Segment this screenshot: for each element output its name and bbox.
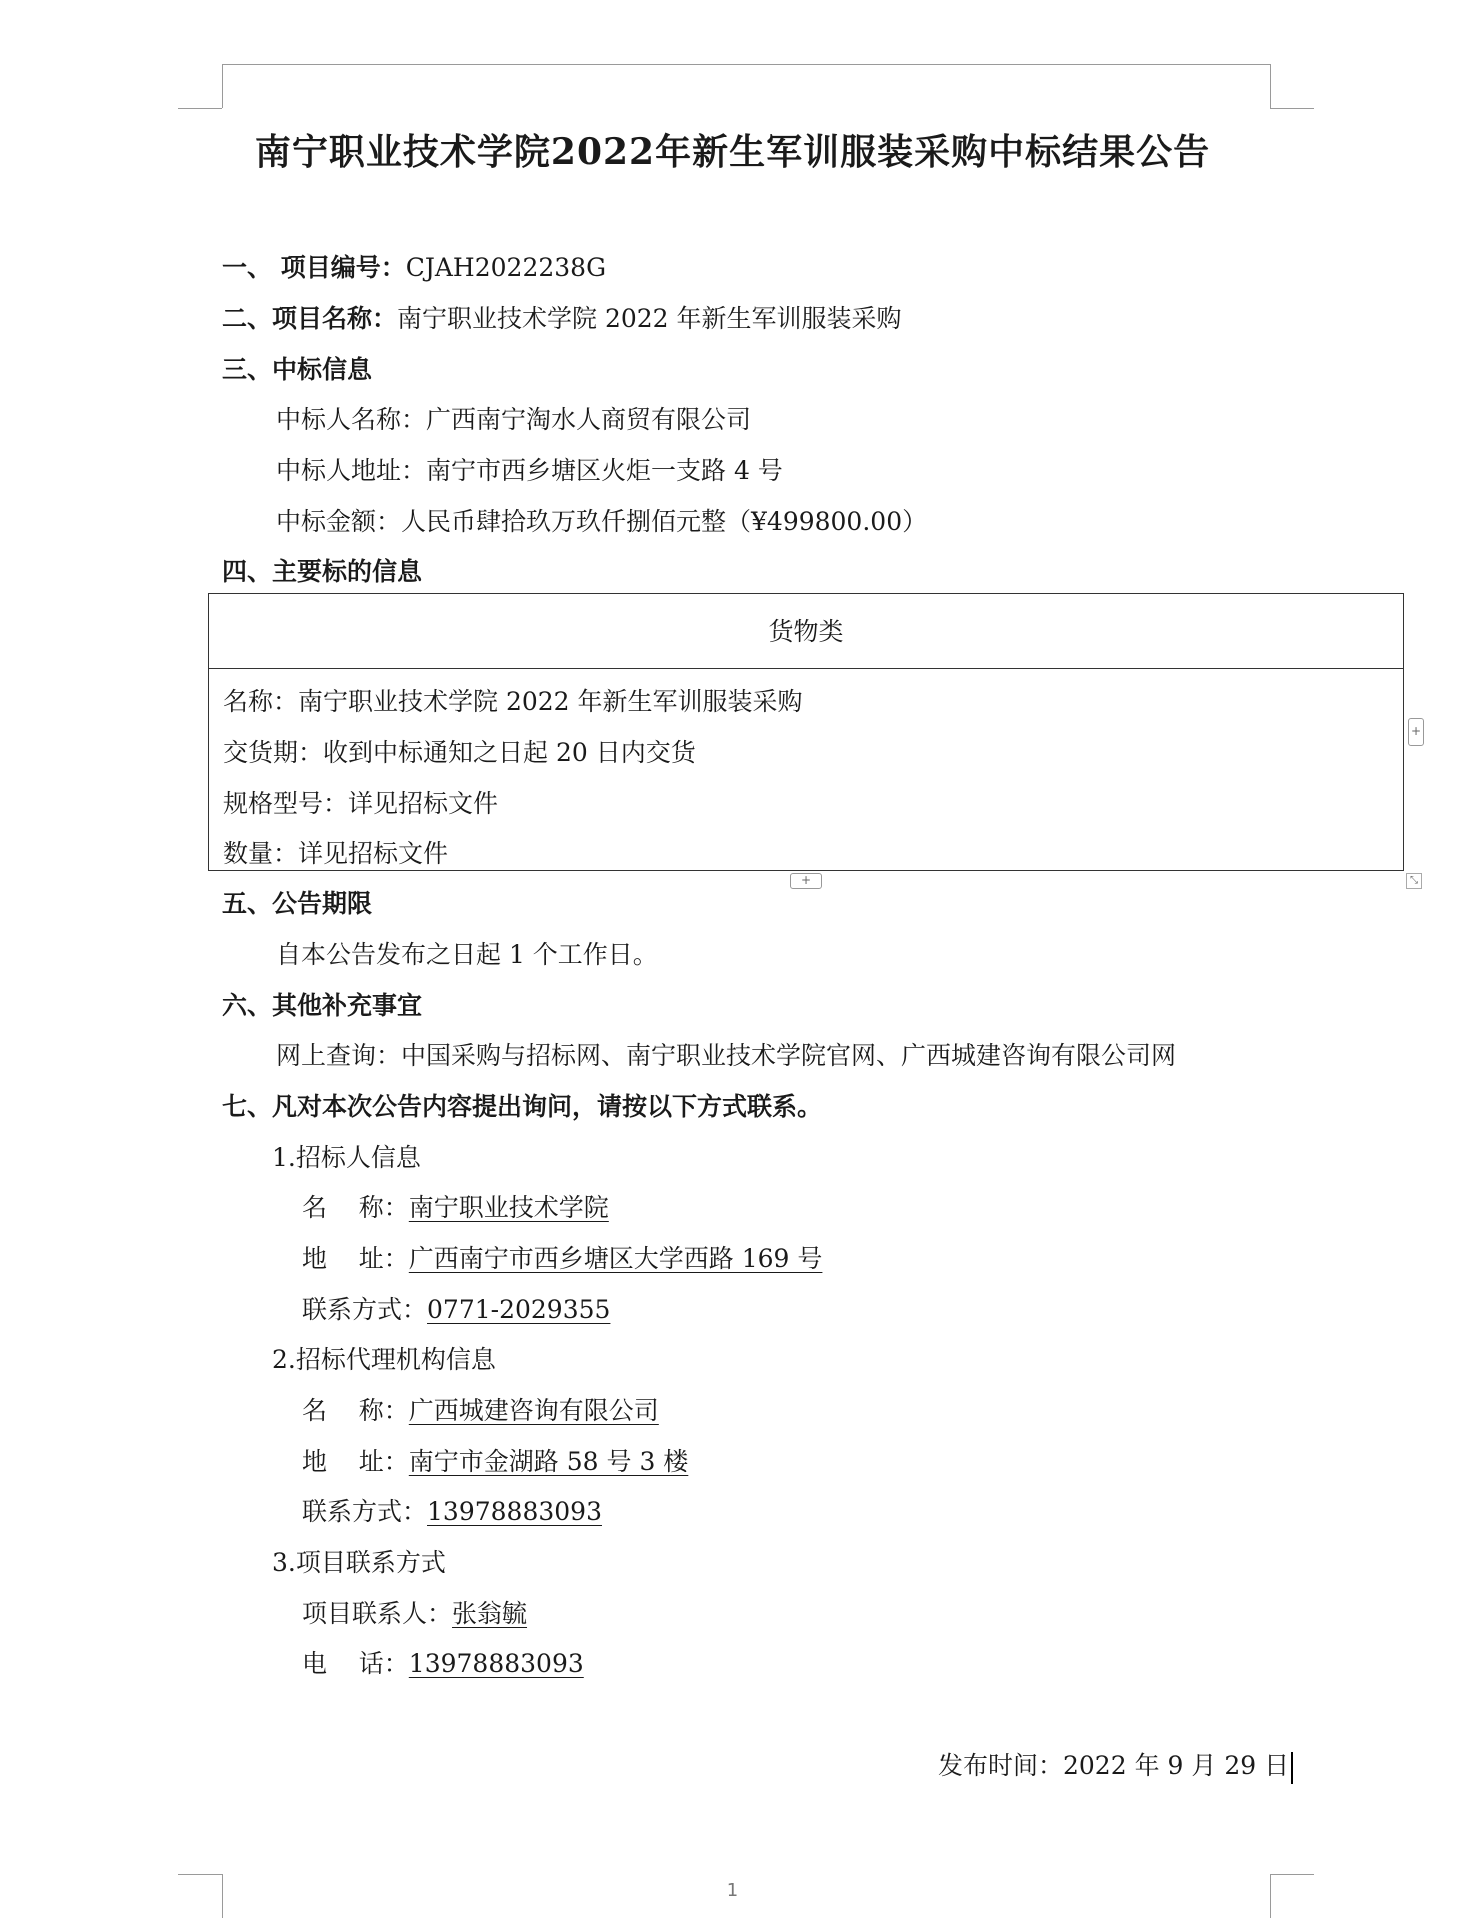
field-label: 地 址： xyxy=(302,1447,409,1476)
agency-name: 广西城建咨询有限公司 xyxy=(408,1396,659,1425)
online-query-text: 网上查询：中国采购与招标网、南宁职业技术学院官网、广西城建咨询有限公司网 xyxy=(276,1041,1177,1070)
agency-heading: 2.招标代理机构信息 xyxy=(272,1345,496,1374)
tenderer-name-line xyxy=(302,1192,609,1224)
winner-amount: 中标金额：人民币肆拾玖万玖仟捌佰元整（¥499800.00） xyxy=(276,507,928,536)
table-add-row-icon[interactable]: + xyxy=(790,873,822,889)
field-label: 项目联系人： xyxy=(302,1599,453,1628)
project-contact-tel-line xyxy=(302,1648,584,1680)
table-resize-icon[interactable]: ⤡ xyxy=(1406,873,1422,889)
crop-mark-top-right-h xyxy=(1270,108,1314,109)
crop-mark-bottom-left-h xyxy=(178,1874,222,1875)
document-title: 南宁职业技术学院2022年新生军训服装采购中标结果公告 xyxy=(254,131,1211,173)
table-add-column-icon[interactable]: + xyxy=(1408,718,1424,746)
project-name: 南宁职业技术学院 2022 年新生军训服装采购 xyxy=(397,304,902,333)
subject-info-table xyxy=(208,593,1404,871)
project-contact-tel: 13978883093 xyxy=(408,1649,584,1678)
period-text: 自本公告发布之日起 1 个工作日。 xyxy=(276,940,658,969)
tenderer-phone: 0771-2029355 xyxy=(427,1295,611,1324)
table-header-goods: 货物类 xyxy=(768,617,844,646)
project-contact-heading: 3.项目联系方式 xyxy=(272,1548,446,1577)
table-row: 数量：详见招标文件 xyxy=(223,839,449,868)
section-heading-award: 三、中标信息 xyxy=(222,355,373,384)
tenderer-heading: 1.招标人信息 xyxy=(272,1143,421,1172)
agency-name-line xyxy=(302,1395,659,1427)
section-heading-subject: 四、主要标的信息 xyxy=(222,557,423,586)
crop-mark-bottom-right-h xyxy=(1270,1874,1314,1875)
tenderer-name: 南宁职业技术学院 xyxy=(408,1193,609,1222)
project-contact-person: 张翁毓 xyxy=(452,1599,528,1628)
tenderer-phone-line xyxy=(302,1294,610,1326)
field-label: 名 称： xyxy=(302,1396,409,1425)
agency-address-line xyxy=(302,1446,688,1478)
field-label: 地 址： xyxy=(302,1244,409,1273)
field-label: 联系方式： xyxy=(302,1295,428,1324)
table-row: 交货期：收到中标通知之日起 20 日内交货 xyxy=(223,738,696,767)
winner-address: 中标人地址：南宁市西乡塘区火炬一支路 4 号 xyxy=(276,456,783,485)
section-heading-other: 六、其他补充事宜 xyxy=(222,991,423,1020)
crop-mark-top-line xyxy=(222,64,1270,65)
section-heading-contact: 七、凡对本次公告内容提出询问，请按以下方式联系。 xyxy=(222,1092,823,1121)
table-divider xyxy=(209,668,1403,669)
field-label: 名 称： xyxy=(302,1193,409,1222)
page-number: 1 xyxy=(726,1880,739,1901)
section-heading-period: 五、公告期限 xyxy=(222,889,373,918)
winner-name: 中标人名称：广西南宁淘水人商贸有限公司 xyxy=(276,405,752,434)
tenderer-address-line xyxy=(302,1243,822,1275)
field-label: 联系方式： xyxy=(302,1497,428,1526)
project-contact-person-line xyxy=(302,1598,527,1630)
field-label: 电 话： xyxy=(302,1649,409,1678)
publish-date-line[interactable] xyxy=(938,1750,1293,1784)
crop-mark-top-right xyxy=(1270,64,1271,108)
text-cursor xyxy=(1291,1752,1293,1784)
tenderer-address: 广西南宁市西乡塘区大学西路 169 号 xyxy=(408,1244,823,1273)
agency-phone-line xyxy=(302,1496,602,1528)
agency-address: 南宁市金湖路 58 号 3 楼 xyxy=(408,1447,689,1476)
section-project-name xyxy=(222,303,902,335)
table-row: 规格型号：详见招标文件 xyxy=(223,789,499,818)
project-number: CJAH2022238G xyxy=(405,253,607,282)
crop-mark-top-left xyxy=(222,64,223,108)
crop-mark-top-left-h xyxy=(178,108,222,109)
section-heading: 一、 项目编号： xyxy=(222,253,406,282)
publish-date: 发布时间：2022 年 9 月 29 日 xyxy=(938,1751,1290,1780)
section-project-number xyxy=(222,252,606,284)
agency-phone: 13978883093 xyxy=(427,1497,602,1526)
table-row: 名称：南宁职业技术学院 2022 年新生军训服装采购 xyxy=(223,687,803,716)
section-heading: 二、项目名称： xyxy=(222,304,398,333)
